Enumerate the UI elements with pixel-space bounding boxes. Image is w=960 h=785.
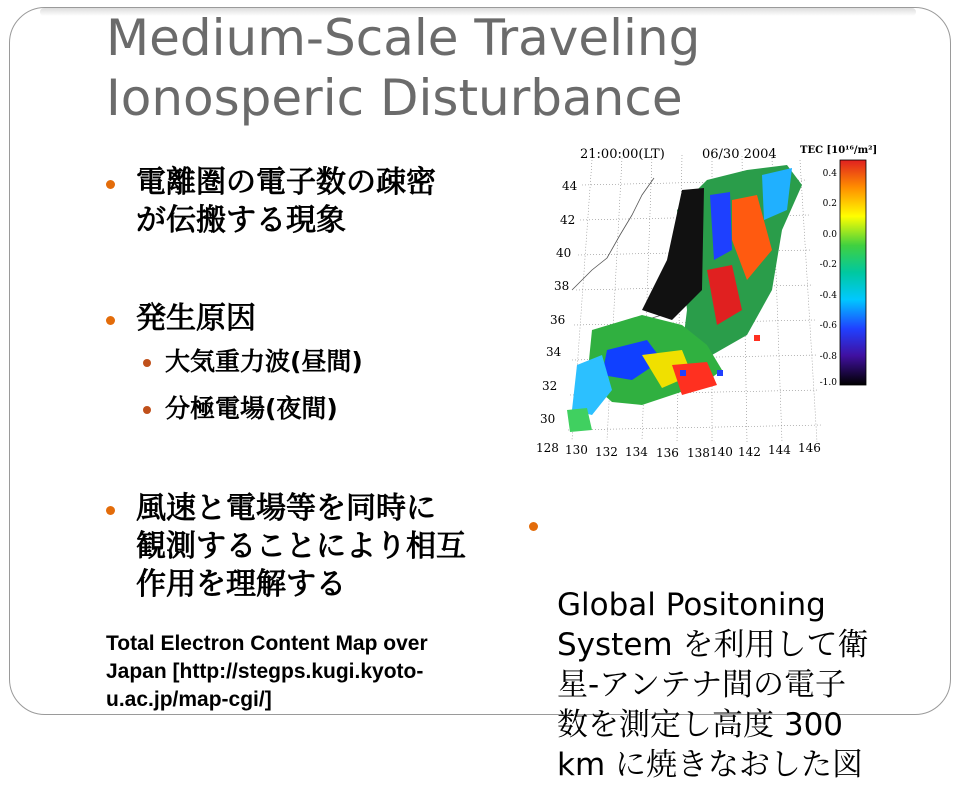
sub-bullet-polarization-field bbox=[165, 393, 465, 425]
lat-label: 32 bbox=[542, 379, 558, 393]
lat-label: 30 bbox=[540, 412, 556, 426]
bullet-observation bbox=[136, 490, 506, 604]
lon-label: 136 bbox=[656, 446, 679, 460]
map-caption: Total Electron Content Map over Japan [http://stegps.kugi.kyoto- u.ac.jp/map-cgi/] bbox=[106, 632, 428, 711]
colorbar-tick: -0.4 bbox=[819, 291, 837, 301]
tec-map-figure bbox=[532, 140, 888, 460]
lon-label: 134 bbox=[625, 445, 648, 459]
sub-bullet-dot-icon bbox=[143, 406, 151, 414]
lat-label: 34 bbox=[546, 345, 562, 359]
colorbar-ticks bbox=[820, 169, 838, 388]
colorbar-tick: 0.4 bbox=[822, 169, 837, 179]
colorbar-tick: 0.2 bbox=[822, 199, 837, 209]
bullet-text: 発生原因 bbox=[136, 301, 256, 336]
title-line-1: Medium-Scale Traveling bbox=[106, 9, 701, 67]
bullet-causes bbox=[136, 300, 436, 338]
bullet-dot-icon bbox=[106, 180, 115, 189]
lat-label: 40 bbox=[556, 246, 572, 260]
lon-label: 132 bbox=[595, 445, 618, 459]
lon-label: 128 bbox=[536, 441, 559, 455]
bullet-dot-icon bbox=[106, 316, 115, 325]
lat-label: 36 bbox=[550, 313, 566, 327]
colorbar-title: TEC [10¹⁶/m²] bbox=[800, 145, 878, 156]
slide-title bbox=[106, 8, 866, 128]
colorbar-tick: -0.2 bbox=[819, 260, 837, 270]
lon-label: 144 bbox=[768, 443, 791, 457]
bullet-text: 風速と電場等を同時に 観測することにより相互 作用を理解する bbox=[136, 491, 466, 602]
lon-label: 142 bbox=[738, 445, 761, 459]
map-date-label: 06/30 2004 bbox=[702, 147, 777, 162]
title-line-2: Ionosperic Disturbance bbox=[106, 69, 683, 127]
colorbar-tick: -0.8 bbox=[819, 352, 837, 362]
bullet-dot-icon bbox=[529, 522, 538, 531]
coastline bbox=[572, 178, 654, 290]
sub-bullet-dot-icon bbox=[143, 359, 151, 367]
sub-bullet-text: 大気重力波(昼間) bbox=[165, 347, 363, 376]
lat-label: 44 bbox=[562, 179, 578, 193]
map-time-label: 21:00:00(LT) bbox=[580, 147, 665, 162]
bullet-ionosphere-density bbox=[136, 164, 496, 240]
colorbar-tick: 0.0 bbox=[822, 230, 837, 240]
sub-bullet-text: 分極電場(夜間) bbox=[165, 394, 338, 423]
lat-label: 42 bbox=[560, 213, 576, 227]
lon-label: 140 bbox=[710, 445, 733, 459]
colorbar-tick: -1.0 bbox=[819, 378, 837, 388]
bullet-gps bbox=[557, 505, 897, 785]
longitude-labels bbox=[536, 441, 821, 460]
tec-map-svg bbox=[532, 140, 888, 460]
lon-label: 138 bbox=[687, 446, 710, 460]
lon-label: 130 bbox=[565, 443, 588, 457]
sub-bullet-gravity-wave bbox=[165, 346, 465, 378]
tec-data-overlay bbox=[567, 165, 802, 432]
bullet-dot-icon bbox=[106, 506, 115, 515]
colorbar bbox=[840, 160, 866, 385]
bullet-text: Global Positoning System を利用して衛 星-アンテナ間の電子 数を測定し高度 300 km に焼きなおした図 bbox=[557, 587, 869, 783]
colorbar-tick: -0.6 bbox=[819, 321, 837, 331]
lon-label: 146 bbox=[798, 441, 821, 455]
latitude-labels bbox=[540, 179, 578, 426]
bullet-text: 電離圏の電子数の疎密 が伝搬する現象 bbox=[136, 165, 436, 238]
lat-label: 38 bbox=[554, 279, 570, 293]
